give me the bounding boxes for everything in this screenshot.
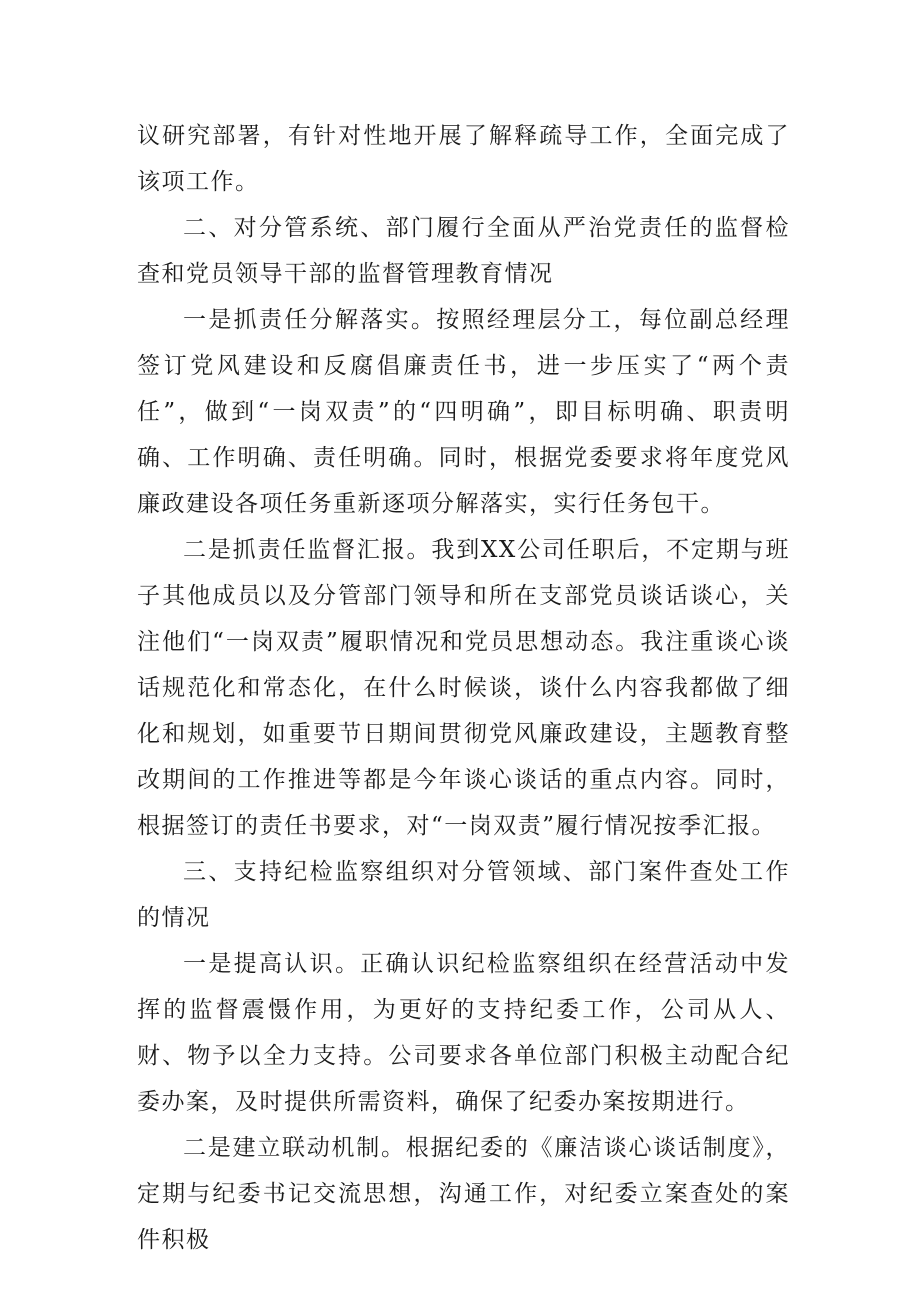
paragraph-linkage-mechanism: 二是建立联动机制。根据纪委的《廉洁谈心谈话制度》，定期与纪委书记交流思想，沟通工作，对纪委立案查处的案件积极 — [137, 1135, 790, 1253]
section-heading-2: 二、对分管系统、部门履行全面从严治党责任的监督检查和党员领导干部的监督管理教育情况 — [137, 215, 790, 287]
paragraph-responsibility-supervision: 二是抓责任监督汇报。我到XX公司任职后，不定期与班子其他成员以及分管部门领导和所在支部党员谈话谈心，关注他们“一岗双责”履职情况和党员思想动态。我注重谈心谈话规范化和常态化，在什么时候谈，谈什么内容我都做了细化和规划，如重要节日期间贯彻党风廉政建设，主题教育整改期间的工作推进等都是今年谈心谈话的重点内容。同时，根据签订的责任书要求，对“一岗双责”履行情况按季汇报。 — [137, 537, 790, 839]
paragraph-responsibility-decomposition: 一是抓责任分解落实。按照经理层分工，每位副总经理签订党风建设和反腐倡廉责任书，进一步压实了“两个责任”，做到“一岗双责”的“四明确”，即目标明确、职责明确、工作明确、责任明确。同时，根据党委要求将年度党风廉政建设各项任务重新逐项分解落实，实行任务包干。 — [137, 307, 790, 517]
section-heading-3: 三、支持纪检监察组织对分管领域、部门案件查处工作的情况 — [137, 859, 790, 931]
document-body — [137, 113, 790, 1263]
paragraph-raise-awareness: 一是提高认识。正确认识纪检监察组织在经营活动中发挥的监督震慑作用，为更好的支持纪委工作，公司从人、财、物予以全力支持。公司要求各单位部门积极主动配合纪委办案，及时提供所需资料，确保了纪委办案按期进行。 — [137, 951, 790, 1115]
paragraph-continuation: 议研究部署，有针对性地开展了解释疏导工作，全面完成了该项工作。 — [137, 123, 790, 195]
